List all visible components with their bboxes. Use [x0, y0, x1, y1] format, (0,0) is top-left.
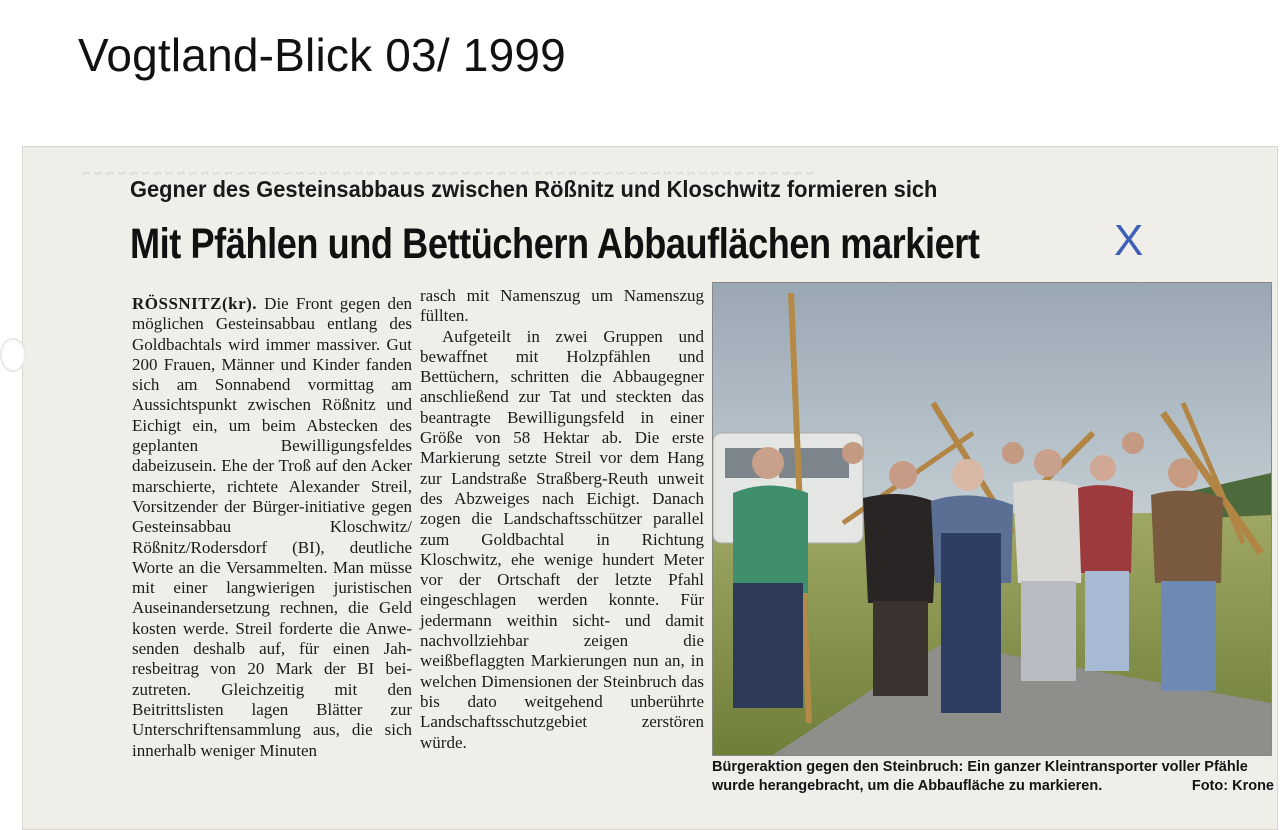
bleed-through-text: ~ ~ ~ ~ ~ ~ ~ ~ ~ ~ ~ ~ ~ ~ ~ ~ ~ ~ ~ ~ ~ ~ ~ ~ ~ ~ ~ ~ ~ ~ ~ ~ ~ ~ ~ ~ ~ ~ ~ ~ ~ ~ ~ ~ ~ ~ ~ ~ ~ ~ ~ ~ ~ ~ ~ ~ ~ ~ ~ ~ ~ ~ — [82, 164, 814, 180]
article-paragraph: rasch mit Namenszug um Namenszug füllten. — [420, 286, 704, 326]
handwritten-x-mark: X — [1114, 216, 1144, 265]
article-body-col1: Die Front gegen den möglichen Gesteinsabbau entlang des Goldbachtals wird immer massiver. Gut 200 Frauen, Männer und Kinder fanden sich am Sonnabend vormittag am Aussichtspunkt zwischen Rößnitz und Eichigt ein, um beim Abstecken des geplanten Bewilligungsfeldes dabeizusein. Ehe der Troß auf den Acker marschierte, richtete Alexander Streil, Vorsitzender der Bürger-initiative gegen Gesteinsabbau Kloschwitz/ Rößnitz/Rodersdorf (BI), deutliche Worte an die Versammelten. Man müsse mit einer langwierigen juristischen Auseinandersetzung rechnen, die Geld kosten werde. Streil forderte die Anwesenden deshalb auf, für einen Jahresbeitrag von 20 Mark der BI beizutreten. Gleichzeitig mit den Beitrittslisten lagen Blätter zur Unterschriftensammlung aus, die sich innerhalb weniger Minuten — [132, 294, 412, 760]
news-photo — [712, 282, 1272, 756]
punch-hole — [0, 338, 26, 372]
article-paragraph: Aufgeteilt in zwei Gruppen und bewaffnet mit Holzpfählen und Bettüchern, schritten die Abbaugegner anschließend zur Tat und steckten das beantragte Bewilligungsfeld in einer Größe von 58 Hektar ab. Die erste Markierung setzte Streil vor dem Hang zur Landstraße Straßberg-Reuth unweit des Abzweiges nach Eichigt. Danach zogen die Landschaftsschützer parallel zum Goldbachtal in Richtung Kloschwitz, ehe wenige hundert Meter vor der Ortschaft der letzte Pfahl eingeschlagen werden konnte. Für jedermann weithin sicht- und damit nachvollziehbar zeigen die weißbeflaggten Markierungen nun an, in welchen Dimensionen der Steinbruch das bis dato weitgehend unberührte Landschaftsschutzgebiet zerstören würde. — [420, 326, 704, 752]
article-dateline: RÖSSNITZ(kr). — [132, 294, 258, 313]
caption-line: wurde herangebracht, um die Abbaufläche zu markieren. — [712, 778, 1103, 794]
article-column-1 — [132, 294, 412, 761]
photo-credit: Foto: Krone — [1191, 778, 1274, 794]
photo-caption — [712, 758, 1274, 796]
article-headline: Mit Pfählen und Bettüchern Abbauflächen markiert — [130, 220, 980, 268]
article-column-2 — [420, 286, 704, 753]
article-kicker: Gegner des Gesteinsabbaus zwischen Rößnitz und Kloschwitz formieren sich — [130, 176, 938, 202]
page-title: Vogtland-Blick 03/ 1999 — [78, 29, 566, 81]
caption-line: Bürgeraktion gegen den Steinbruch: Ein ganzer Kleintransporter voller Pfähle — [712, 759, 1248, 775]
photo-illustration — [713, 283, 1271, 755]
newspaper-clipping — [22, 146, 1278, 830]
